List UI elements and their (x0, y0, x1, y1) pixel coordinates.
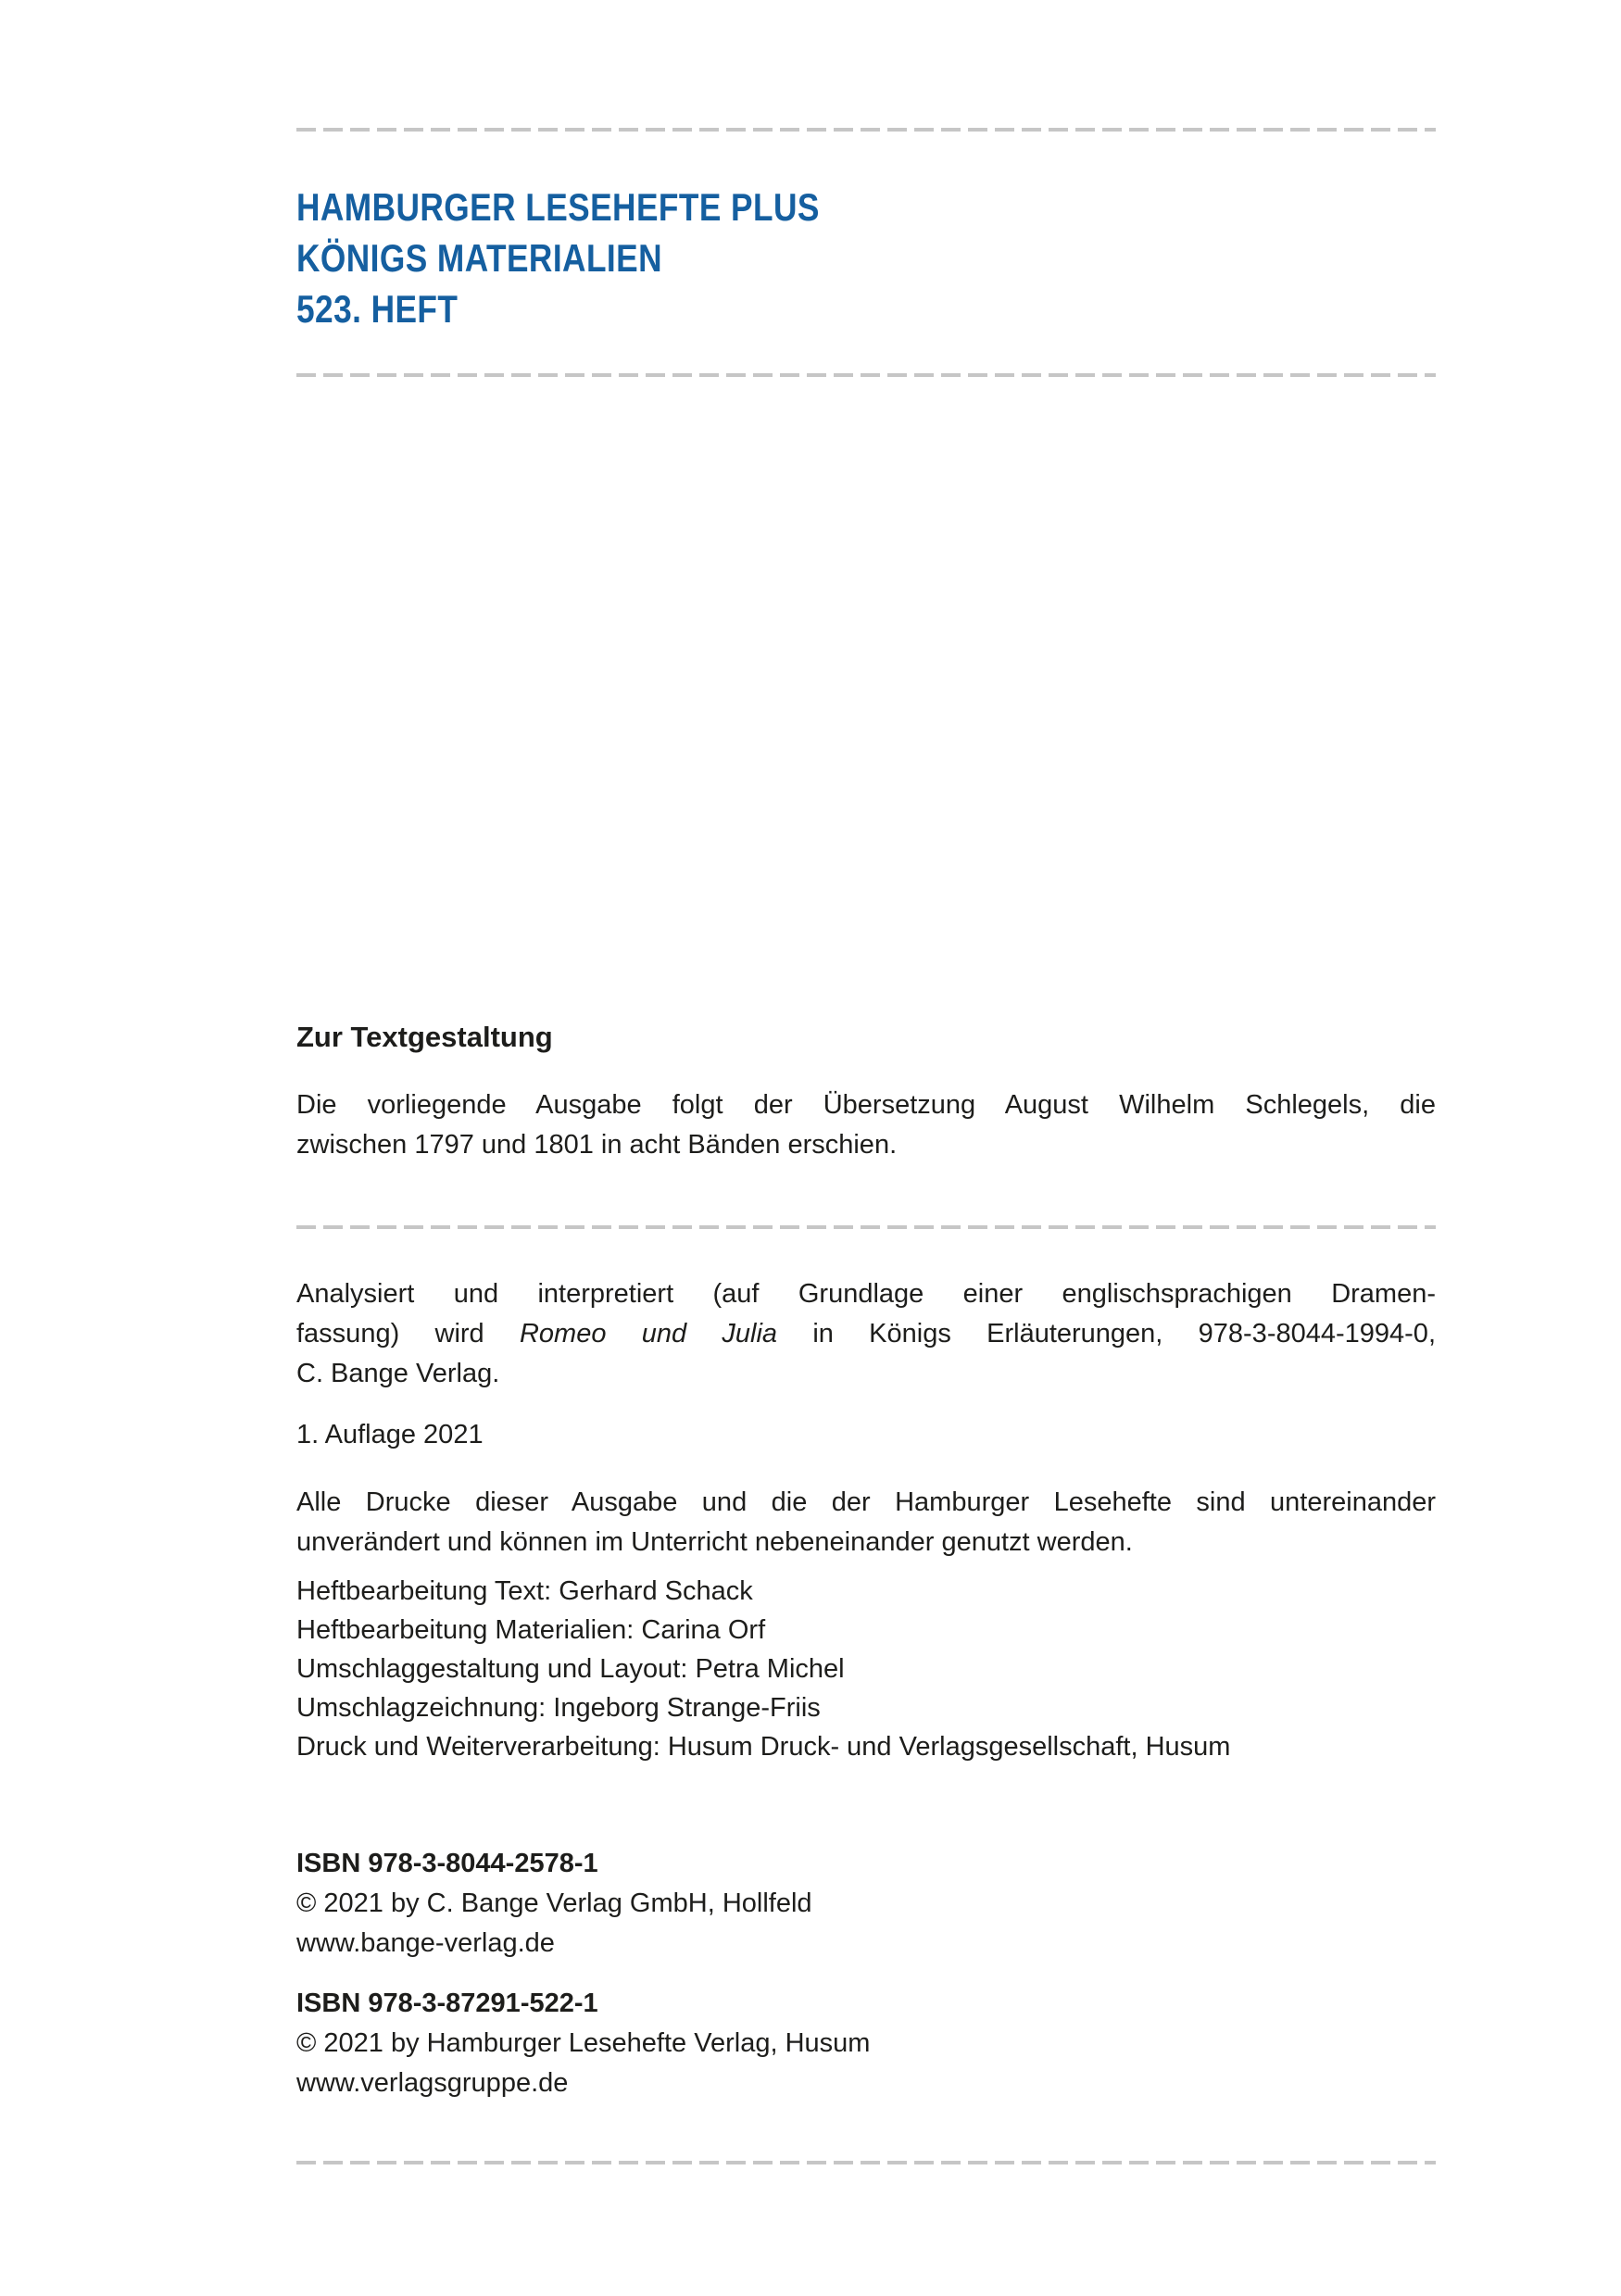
credit-line-cover-layout: Umschlaggestaltung und Layout: Petra Michel (296, 1654, 845, 1684)
website-text: www.verlagsgruppe.de (296, 2068, 569, 2098)
isbn-line: ISBN 978-3-87291-522-1 (296, 1989, 598, 2018)
masthead-series-title: HAMBURGER LESEHEFTE PLUS (296, 185, 820, 229)
credit-line-cover-drawing: Umschlagzeichnung: Ingeborg Strange-Friis (296, 1693, 821, 1723)
credit-line-text: Heftbearbeitung Text: Gerhard Schack (296, 1576, 753, 1606)
credit-line-printing: Druck und Weiterverarbeitung: Husum Druck- und Verlagsgesellschaft, Husum (296, 1732, 1231, 1762)
book-title-italic: Romeo und Julia (519, 1319, 778, 1349)
series-masthead (296, 182, 820, 334)
masthead-series-subtitle: KÖNIGS MATERIALIEN (296, 236, 662, 280)
paragraph-text: in Königs Erläuterungen, 978-3-8044-1994-0, (777, 1319, 1436, 1349)
textgestaltung-heading: Zur Textgestaltung (296, 1021, 553, 1053)
analysis-note-paragraph (296, 1274, 1436, 1394)
paragraph-line: Alle Drucke dieser Ausgabe und die der Hamburger Lesehefte sind untereinander (296, 1487, 1436, 1517)
textgestaltung-paragraph (296, 1085, 1436, 1165)
divider-top (296, 128, 1436, 132)
paragraph-line: Analysiert und interpretiert (auf Grundlage einer englischsprachigen Dramen- (296, 1279, 1436, 1309)
copyright-line: © 2021 by C. Bange Verlag GmbH, Hollfeld (296, 1888, 812, 1918)
divider-middle (296, 1225, 1436, 1229)
paragraph-line: C. Bange Verlag. (296, 1359, 500, 1388)
paragraph-line: Die vorliegende Ausgabe folgt der Übersetzung August Wilhelm Schlegels, die (296, 1090, 1436, 1120)
paragraph-text: fassung) wird (296, 1319, 520, 1349)
paragraph-line (296, 1314, 1436, 1354)
credits-block (296, 1572, 1436, 1766)
bange-imprint-block (296, 1844, 1436, 1964)
credit-line-materials: Heftbearbeitung Materialien: Carina Orf (296, 1615, 766, 1645)
website-text: www.bange-verlag.de (296, 1928, 555, 1958)
paragraph-line: unverändert und können im Unterricht nebeneinander genutzt werden. (296, 1527, 1133, 1557)
divider-bottom (296, 2161, 1436, 2164)
print-note-paragraph (296, 1483, 1436, 1562)
paragraph-line: zwischen 1797 und 1801 in acht Bänden erschien. (296, 1130, 898, 1160)
isbn-line: ISBN 978-3-8044-2578-1 (296, 1849, 598, 1878)
hamburger-imprint-block (296, 1984, 1436, 2103)
edition-line: 1. Auflage 2021 (296, 1420, 484, 1449)
divider-under-masthead (296, 373, 1436, 377)
copyright-line: © 2021 by Hamburger Lesehefte Verlag, Husum (296, 2028, 871, 2058)
masthead-issue-number: 523. HEFT (296, 287, 459, 331)
